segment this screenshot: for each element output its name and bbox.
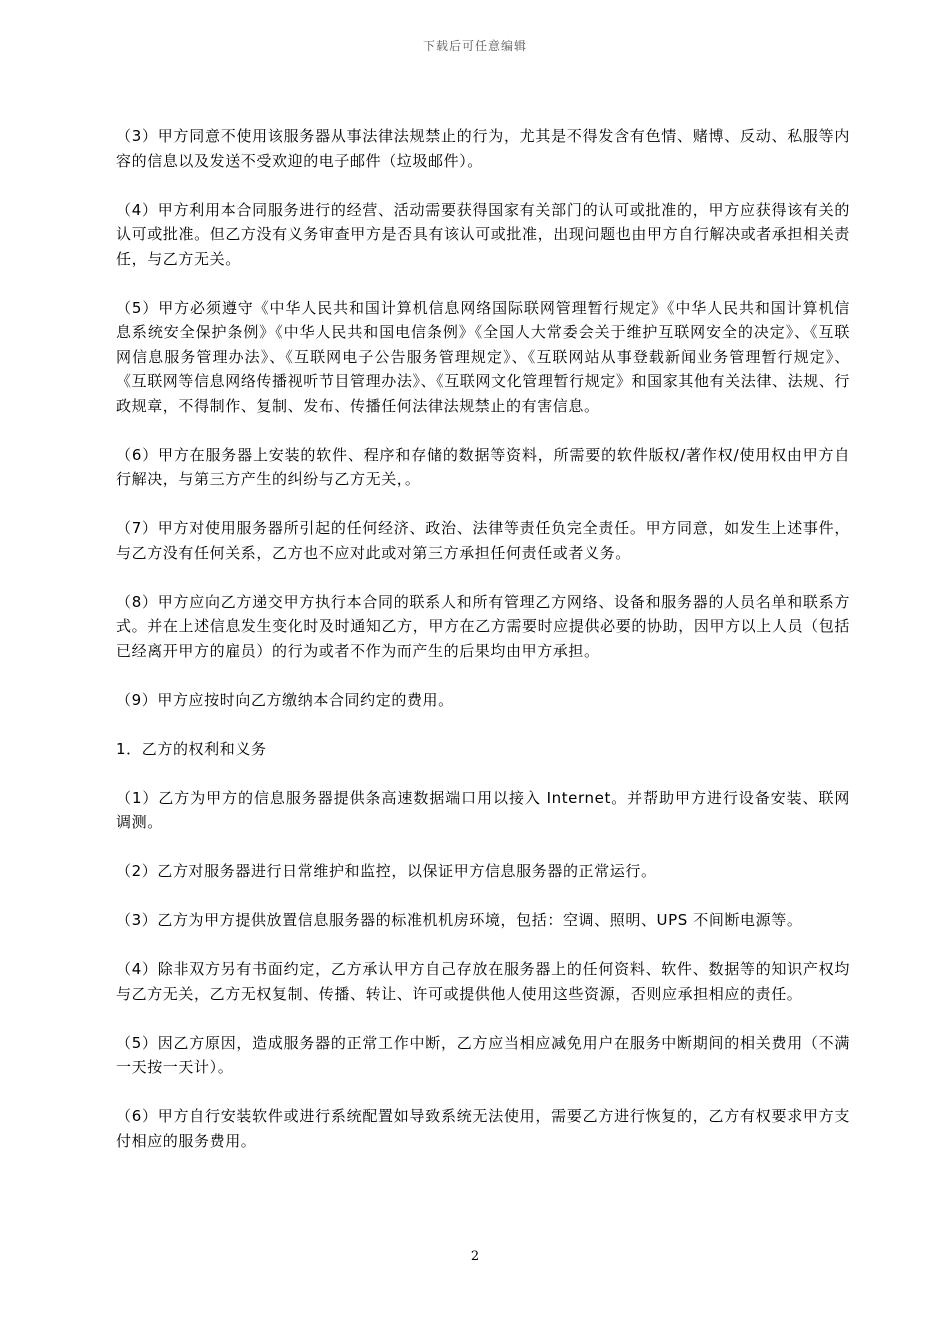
clause-6: （6）甲方在服务器上安装的软件、程序和存储的数据等资料，所需要的软件版权/著作权/使用权由甲方自行解决，与第三方产生的纠纷与乙方无关，。 — [116, 445, 850, 488]
party-b-clause-2: （2）乙方对服务器进行日常维护和监控，以保证甲方信息服务器的正常运行。 — [116, 862, 657, 880]
party-b-clause-1: （1）乙方为甲方的信息服务器提供条高速数据端口用以接入 Internet。并帮助甲方进行设备安装、联网调测。 — [116, 788, 850, 831]
party-b-clause-4: （4）除非双方另有书面约定，乙方承认甲方自己存放在服务器上的任何资料、软件、数据等的知识产权均与乙方无关，乙方无权复制、传播、转让、许可或提供他人使用这些资源，否则应承担相应的责任。 — [116, 960, 850, 1003]
party-b-clause-6: （6）甲方自行安装软件或进行系统配置如导致系统无法使用，需要乙方进行恢复的，乙方有权要求甲方支付相应的服务费用。 — [116, 1107, 850, 1150]
clause-4: （4）甲方利用本合同服务进行的经营、活动需要获得国家有关部门的认可或批准的，甲方应获得该有关的认可或批准。但乙方没有义务审查甲方是否具有该认可或批准，出现问题也由甲方自行解决或者承担相关责任，与乙方无关。 — [116, 200, 850, 268]
section-heading: 1．乙方的权利和义务 — [116, 739, 267, 758]
clause-9: （9）甲方应按时向乙方缴纳本合同约定的费用。 — [116, 690, 454, 709]
clause-5: （5）甲方必须遵守《中华人民共和国计算机信息网络国际联网管理暂行规定》《中华人民共和国计算机信息系统安全保护条例》《中华人民共和国电信条例》《全国人大常委会关于维护互联网安全的决定》、《互联网信息服务管理办法》、《互联网电子公告服务管理规定》、《互联网站从事登载新闻业务管理暂行规定》、《互联网等信息网络传播视听节目管理办法》、《互联网文化管理暂行规定》和国家其他有关法律、法规、行政规章，不得制作、复制、发布、传播任何法律法规禁止的有害信息。 — [116, 298, 850, 415]
page-number: 2 — [470, 1249, 480, 1264]
document-body — [116, 124, 850, 1178]
party-b-clause-5: （5）因乙方原因，造成服务器的正常工作中断，乙方应当相应减免用户在服务中断期间的相关费用（不满一天按一天计）。 — [116, 1033, 850, 1076]
clause-7: （7）甲方对使用服务器所引起的任何经济、政治、法律等责任负完全责任。甲方同意，如发生上述事件，与乙方没有任何关系，乙方也不应对此或对第三方承担任何责任或者义务。 — [116, 519, 850, 562]
party-b-clause-3: （3）乙方为甲方提供放置信息服务器的标准机机房环境，包括：空调、照明、UPS 不间断电源等。 — [116, 911, 803, 929]
header-note: 下载后可任意编辑 — [422, 39, 527, 53]
clause-3: （3）甲方同意不使用该服务器从事法律法规禁止的行为，尤其是不得发含有色情、赌博、反动、私服等内容的信息以及发送不受欢迎的电子邮件（垃圾邮件）。 — [116, 127, 850, 170]
clause-8: （8）甲方应向乙方递交甲方执行本合同的联系人和所有管理乙方网络、设备和服务器的人员名单和联系方式。并在上述信息发生变化时及时通知乙方，甲方在乙方需要时应提供必要的协助，因甲方以上人员（包括已经离开甲方的雇员）的行为或者不作为而产生的后果均由甲方承担。 — [116, 592, 850, 660]
